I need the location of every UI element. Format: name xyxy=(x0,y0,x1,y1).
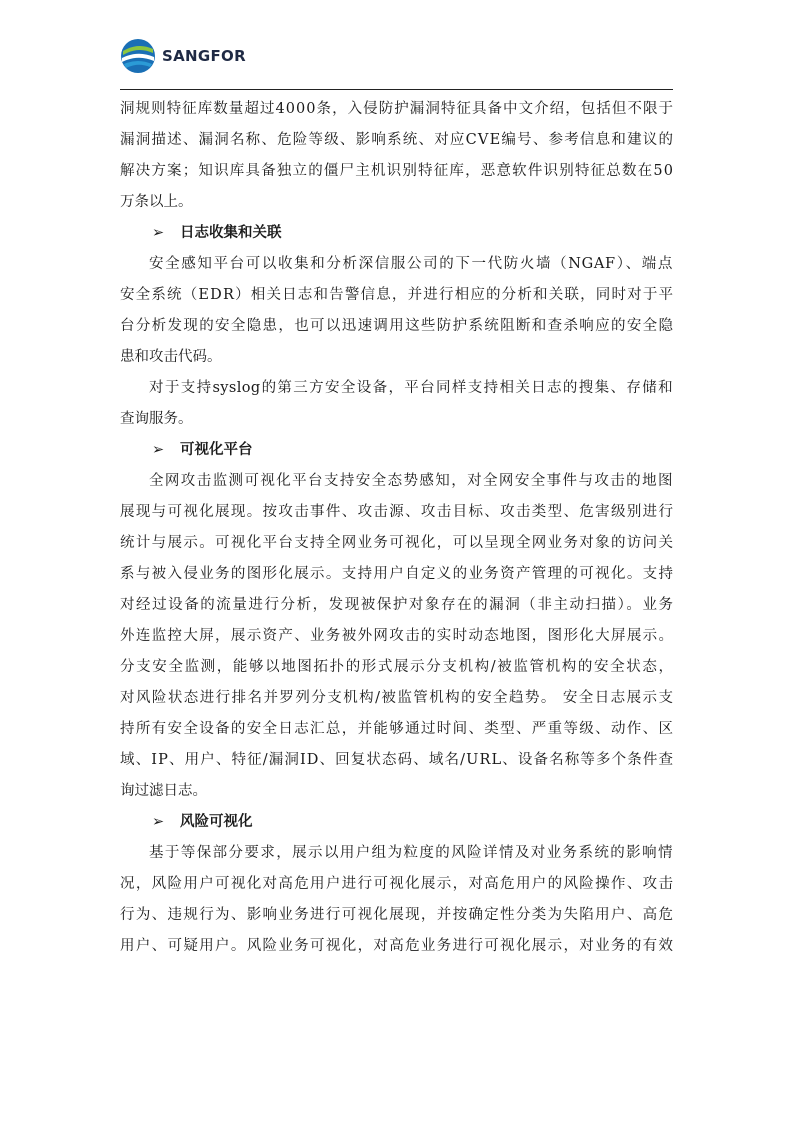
text-line: 漏洞描述、漏洞名称、危险等级、影响系统、对应CVE编号、参考信息和建议的 xyxy=(120,132,675,148)
section-heading-risk-visualization xyxy=(120,807,673,838)
paragraph xyxy=(120,373,673,404)
section-heading-title: 日志收集和关联 xyxy=(180,225,282,241)
text-line: 域、IP、用户、特征/漏洞ID、回复状态码、域名/URL、设备名称等多个条件查 xyxy=(120,752,675,768)
text-line: 基于等保部分要求，展示以用户组为粒度的风险详情及对业务系统的影响情 xyxy=(149,845,673,861)
text-line: 分支安全监测，能够以地图拓扑的形式展示分支机构/被监管机构的安全状态， xyxy=(120,659,675,675)
text-line: 外连监控大屏，展示资产、业务被外网攻击的实时动态地图，图形化大屏展示。 xyxy=(120,628,675,644)
text-line: 统计与展示。可视化平台支持全网业务可视化，可以呈现全网业务对象的访问关 xyxy=(120,535,675,551)
text-line: 对于支持syslog的第三方安全设备，平台同样支持相关日志的搜集、存储和 xyxy=(149,380,673,396)
paragraph-continuation-end xyxy=(120,187,673,218)
text-line: 持所有安全设备的安全日志汇总，并能够通过时间、类型、严重等级、动作、区 xyxy=(120,721,675,737)
text-line: 况，风险用户可视化对高危用户进行可视化展示，对高危用户的风险操作、攻击 xyxy=(120,876,675,892)
page-header xyxy=(120,38,673,90)
text-line: 展现与可视化展现。按攻击事件、攻击源、攻击目标、攻击类型、危害级别进行 xyxy=(120,504,675,520)
text-line: 万条以上。 xyxy=(120,194,193,210)
paragraph-end xyxy=(120,342,673,373)
section-heading-visualization-platform xyxy=(120,435,673,466)
paragraph-continuation xyxy=(120,94,673,187)
text-line: 台分析发现的安全隐患，也可以迅速调用这些防护系统阻断和查杀响应的安全隐 xyxy=(120,318,675,334)
text-line: 查询服务。 xyxy=(120,411,193,427)
text-line: 询过滤日志。 xyxy=(120,783,207,799)
text-line: 系与被入侵业务的图形化展示。支持用户自定义的业务资产管理的可视化。支持 xyxy=(120,566,675,582)
document-body xyxy=(120,94,673,962)
section-heading-title: 风险可视化 xyxy=(180,814,253,830)
text-line: 安全系统（EDR）相关日志和告警信息，并进行相应的分析和关联，同时对于平 xyxy=(120,287,675,303)
logo-text: SANGFOR xyxy=(162,47,246,65)
paragraph-cont xyxy=(120,280,673,342)
paragraph xyxy=(120,838,673,869)
header-divider xyxy=(120,89,673,90)
paragraph-end xyxy=(120,404,673,435)
bullet-arrow-icon: ➢ xyxy=(152,225,165,241)
text-line: 对经过设备的流量进行分析，发现被保护对象存在的漏洞（非主动扫描）。业务 xyxy=(120,597,675,613)
text-line: 患和攻击代码。 xyxy=(120,349,222,365)
text-line: 全网攻击监测可视化平台支持安全态势感知，对全网安全事件与攻击的地图 xyxy=(149,473,673,489)
bullet-arrow-icon: ➢ xyxy=(152,814,165,830)
paragraph xyxy=(120,249,673,280)
bullet-arrow-icon: ➢ xyxy=(152,442,165,458)
paragraph-end xyxy=(120,776,673,807)
text-line: 安全感知平台可以收集和分析深信服公司的下一代防火墙（NGAF）、端点 xyxy=(149,256,673,272)
section-heading-log-collection xyxy=(120,218,673,249)
text-line: 洞规则特征库数量超过4000条，入侵防护漏洞特征具备中文介绍，包括但不限于 xyxy=(120,101,675,117)
text-line: 对风险状态进行排名并罗列分支机构/被监管机构的安全趋势。 安全日志展示支 xyxy=(120,690,675,706)
paragraph-cont xyxy=(120,497,673,776)
text-line: 用户、可疑用户。风险业务可视化，对高危业务进行可视化展示，对业务的有效 xyxy=(120,938,675,954)
sangfor-logo-icon xyxy=(120,38,156,74)
text-line: 行为、违规行为、影响业务进行可视化展现，并按确定性分类为失陷用户、高危 xyxy=(120,907,675,923)
paragraph-cont xyxy=(120,869,673,962)
sangfor-logo xyxy=(120,38,246,74)
text-line: 解决方案；知识库具备独立的僵尸主机识别特征库，恶意软件识别特征总数在50 xyxy=(120,163,675,179)
paragraph xyxy=(120,466,673,497)
section-heading-title: 可视化平台 xyxy=(180,442,253,458)
